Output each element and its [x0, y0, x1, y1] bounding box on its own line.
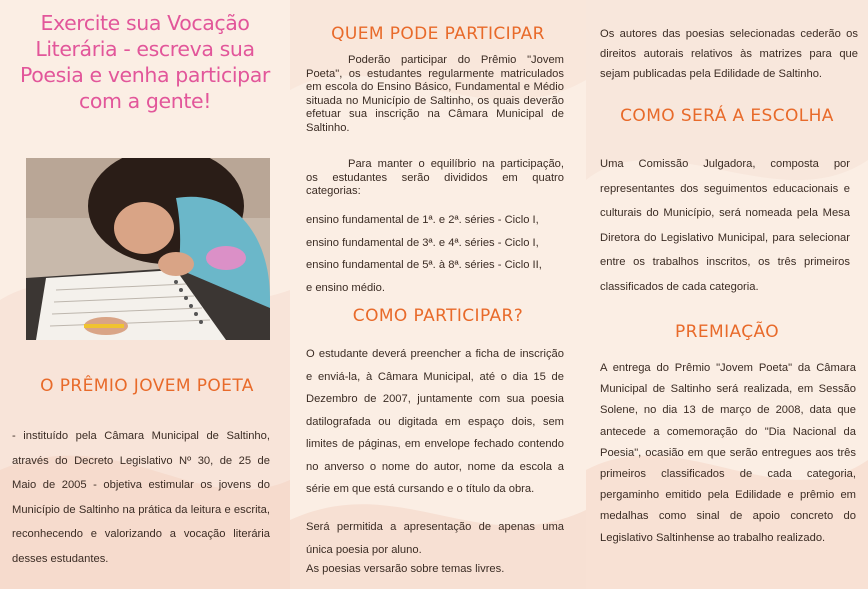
poesia-unica-paragraph: Será permitida a apresentação de apenas uma única poesia por aluno.: [306, 521, 564, 556]
heading-quem-pode-participar: QUEM PODE PARTICIPAR: [331, 24, 545, 44]
intro-line: Exercite sua Vocação: [40, 11, 250, 35]
premiacao-paragraph: A entrega do Prêmio "Jovem Poeta" da Câmara Municipal de Saltinho será realizada, em Sessão Solene, no dia 13 de março de 2008, data que antecede a comemoração do "Dia Nacional da Poesia", ocasião em que serão entregues aos três primeiros classificados de cada categoria, pergaminho emitido pela Edilidade e prêmio em medalhas como sinal de apoio concreto do Legislativo Saltinhense ao trabalho realizado.: [600, 362, 856, 544]
student-writing-photo: [26, 158, 270, 340]
temas-livres-paragraph: As poesias versarão sobre temas livres.: [306, 563, 505, 575]
intro-line: Literária - escreva sua: [35, 37, 255, 61]
heading-premiacao: PREMIAÇÃO: [675, 322, 779, 342]
intro-slogan: [10, 10, 280, 114]
panel-left: [0, 0, 290, 589]
categories-list: [306, 209, 576, 299]
intro-line: com a gente!: [78, 89, 212, 113]
heading-premio-jovem-poeta: O PRÊMIO JOVEM POETA: [40, 376, 254, 396]
panel-middle: [290, 0, 586, 589]
quem-pode-paragraph: Poderão participar do Prêmio "Jovem Poeta", os estudantes regularmente matriculados em escola do Ensino Básico, Fundamental e Médio situada no Município de Saltinho, os quais deverão efetuar sua inscrição na Câmara Municipal de Saltinho.: [306, 54, 564, 134]
escolha-paragraph: Uma Comissão Julgadora, composta por representantes dos seguimentos educacionais e culturais do Município, será nomeada pela Mesa Diretora do Legislativo Municipal, para selecionar entre os trabalhos inscritos, os três primeiros classificados de cada categoria.: [600, 158, 850, 293]
premio-description: - instituído pela Câmara Municipal de Saltinho, através do Decreto Legislativo Nº 30, de 25 de Maio de 2005 - objetiva estimular os jovens do Município de Saltinho na prática da leitura e escrita, reconhecendo e valorizando a vocação literária desses estudantes.: [12, 430, 270, 565]
direitos-autorais-paragraph: Os autores das poesias selecionadas cederão os direitos autorais relativos às matrizes para que sejam publicadas pela Edilidade de Saltinho.: [600, 28, 858, 80]
category-item: ensino fundamental de 5ª. à 8ª. séries - Ciclo II,: [306, 259, 542, 271]
panel-right: [586, 0, 868, 589]
category-item: ensino fundamental de 3ª. e 4ª. séries - Ciclo I,: [306, 236, 539, 249]
category-item: ensino fundamental de 1ª. e 2ª. séries - Ciclo I,: [306, 214, 539, 226]
heading-como-participar: COMO PARTICIPAR?: [352, 306, 524, 326]
como-participar-paragraph: O estudante deverá preencher a ficha de inscrição e enviá-la, à Câmara Municipal, até o dia 15 de Dezembro de 2007, juntamente com sua poesia datilografada ou digitada em espaço dois, sem limites de páginas, em envelope fechado contendo no anverso o nome do autor, nome da escola a série em que está cursando e o título da obra.: [306, 348, 564, 495]
intro-line: Poesia e venha participar: [20, 63, 270, 87]
heading-como-sera-escolha: COMO SERÁ A ESCOLHA: [620, 106, 834, 126]
equilibrio-paragraph: Para manter o equilíbrio na participação, os estudantes serão divididos em quatro categorias:: [306, 158, 564, 198]
category-item: e ensino médio.: [306, 281, 385, 294]
